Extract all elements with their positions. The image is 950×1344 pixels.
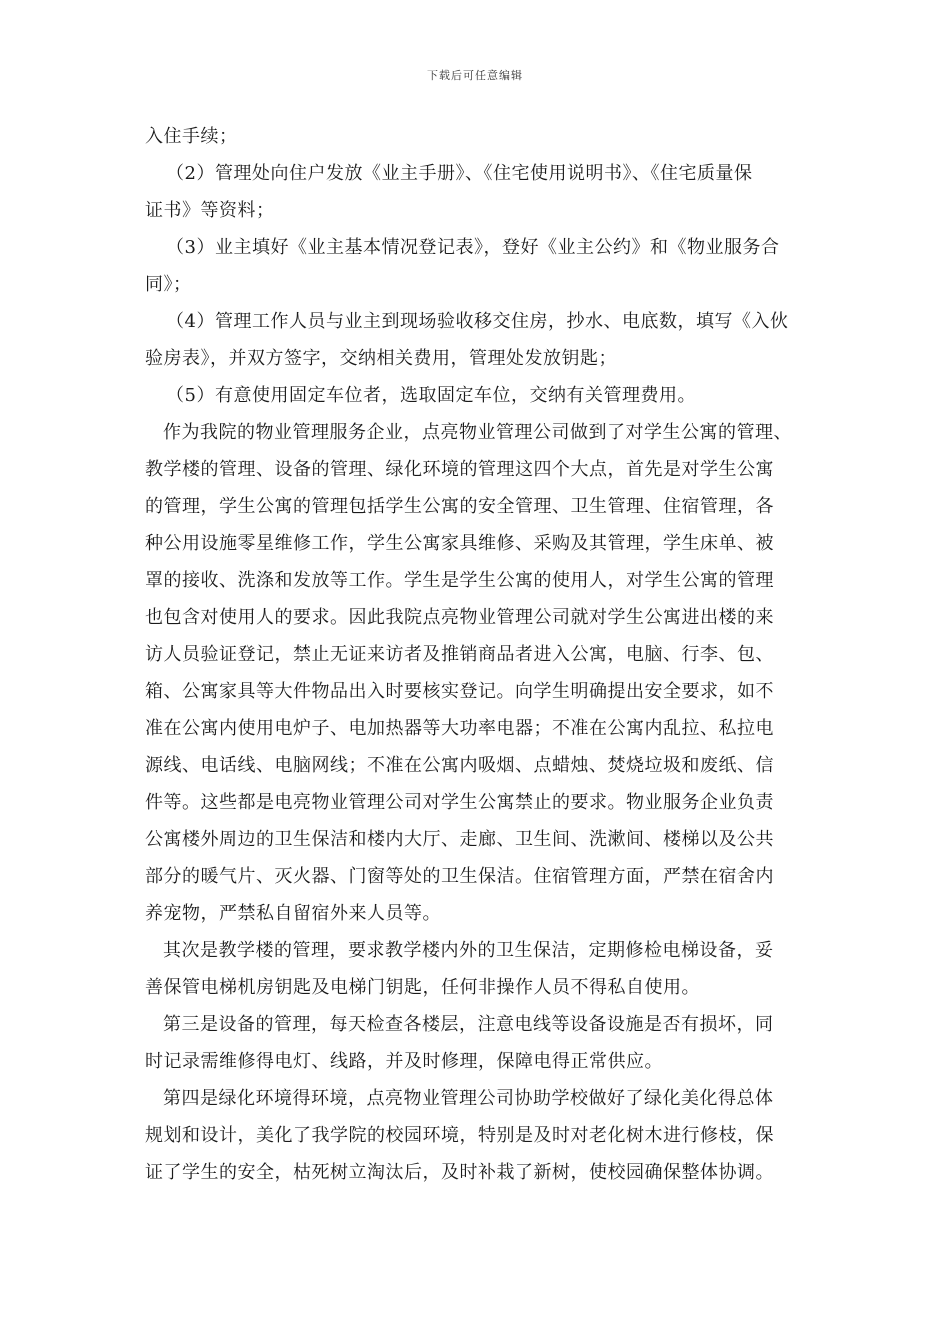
text-line: （5）有意使用固定车位者，选取固定车位，交纳有关管理费用。	[166, 385, 696, 406]
text-line: （3）业主填好《业主基本情况登记表》，登好《业主公约》和《物业服务合	[166, 237, 780, 258]
text-line: 入住手续；	[145, 126, 238, 147]
text-line: 箱、公寓家具等大件物品出入时要核实登记。向学生明确提出安全要求，如不	[145, 681, 774, 702]
text-line: （2）管理处向住户发放《业主手册》、《住宅使用说明书》、《住宅质量保	[166, 163, 753, 184]
text-line: 件等。这些都是电亮物业管理公司对学生公寓禁止的要求。物业服务企业负责	[145, 792, 774, 813]
text-line: 的管理，学生公寓的管理包括学生公寓的安全管理、卫生管理、住宿管理，各	[145, 496, 774, 517]
text-line: 准在公寓内使用电炉子、电加热器等大功率电器；不准在公寓内乱拉、私拉电	[145, 718, 774, 739]
text-line: 教学楼的管理、设备的管理、绿化环境的管理这四个大点，首先是对学生公寓	[145, 459, 774, 480]
text-line: （4）管理工作人员与业主到现场验收移交住房，抄水、电底数，填写《入伙	[166, 311, 789, 332]
text-line: 善保管电梯机房钥匙及电梯门钥匙，任何非操作人员不得私自使用。	[145, 977, 700, 998]
text-line: 规划和设计，美化了我学院的校园环境，特别是及时对老化树木进行修枝，保	[145, 1125, 774, 1146]
text-line: 养宠物，严禁私自留宿外来人员等。	[145, 903, 441, 924]
text-line: 时记录需维修得电灯、线路，并及时修理，保障电得正常供应。	[145, 1051, 663, 1072]
text-line: 访人员验证登记，禁止无证来访者及推销商品者进入公寓，电脑、行李、包、	[145, 644, 774, 665]
text-line: 种公用设施零星维修工作，学生公寓家具维修、采购及其管理，学生床单、被	[145, 533, 774, 554]
text-line: 也包含对使用人的要求。因此我院点亮物业管理公司就对学生公寓进出楼的来	[145, 607, 774, 628]
page-header: 下载后可任意编辑	[427, 69, 523, 82]
text-line: 第三是设备的管理，每天检查各楼层，注意电线等设备设施是否有损坏，同	[163, 1014, 774, 1035]
text-line: 部分的暖气片、灭火器、门窗等处的卫生保洁。住宿管理方面，严禁在宿舍内	[145, 866, 774, 887]
text-line: 其次是教学楼的管理，要求教学楼内外的卫生保洁，定期修检电梯设备，妥	[163, 940, 774, 961]
text-line: 作为我院的物业管理服务企业，点亮物业管理公司做到了对学生公寓的管理、	[163, 422, 792, 443]
text-line: 证了学生的安全，枯死树立淘汰后，及时补栽了新树，使校园确保整体协调。	[145, 1162, 774, 1183]
text-line: 证书》等资料；	[145, 200, 275, 221]
document-body	[145, 118, 810, 1191]
text-line: 第四是绿化环境得环境，点亮物业管理公司协助学校做好了绿化美化得总体	[163, 1088, 774, 1109]
text-line: 公寓楼外周边的卫生保洁和楼内大厅、走廊、卫生间、洗漱间、楼梯以及公共	[145, 829, 774, 850]
text-line: 验房表》，并双方签字，交纳相关费用，管理处发放钥匙；	[145, 348, 617, 369]
text-line: 同》；	[145, 274, 192, 295]
text-line: 罩的接收、洗涤和发放等工作。学生是学生公寓的使用人，对学生公寓的管理	[145, 570, 774, 591]
text-line: 源线、电话线、电脑网线；不准在公寓内吸烟、点蜡烛、焚烧垃圾和废纸、信	[145, 755, 774, 776]
